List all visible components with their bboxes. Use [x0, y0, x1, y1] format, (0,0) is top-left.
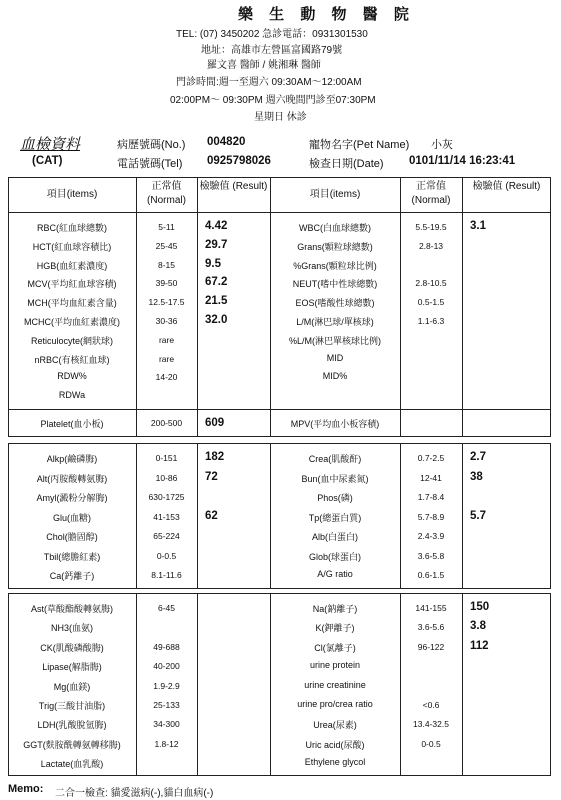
row-item: Tbil(總膽紅素): [43, 551, 101, 562]
row-normal: 13.4-32.5: [413, 719, 449, 730]
row-result: 182: [205, 451, 225, 463]
case-no-label: 病歷號碼(No.): [117, 139, 186, 151]
row-item: Lactate(血乳酸): [40, 759, 104, 770]
tel-value: 0925798026: [207, 155, 271, 167]
species: (CAT): [32, 155, 63, 167]
header-normal-left: 正常值 (Normal): [147, 181, 186, 206]
row-result: 21.5: [205, 295, 228, 308]
clinic-hours-morning: 門診時間:週一至週六 09:30AM～12:00AM: [176, 77, 362, 88]
row-normal: 141-155: [415, 603, 447, 613]
row-normal: 0-0.5: [421, 738, 441, 749]
exam-date: 0101/11/14 16:23:41: [409, 155, 516, 167]
row-normal: 25-45: [155, 240, 178, 251]
row-item: CK(肌酸磷酸脢): [40, 642, 104, 653]
row-normal: 0.6-1.5: [417, 570, 445, 580]
row-item: GGT(麩胺酰轉氨轉移脢): [23, 739, 121, 750]
row-item: HCT(紅血球容積比): [32, 241, 112, 252]
row-item: %L/M(淋巴單核球比例): [289, 335, 381, 346]
row-normal: 6-45: [157, 603, 175, 613]
row-normal: 1.9-2.9: [153, 680, 180, 691]
row-item: Uric acid(尿酸): [305, 739, 365, 750]
row-item: MCV(平均紅血球容積): [27, 279, 117, 290]
row-item: Glu(血糖): [53, 512, 91, 523]
row-item: Lipase(解脂脢): [42, 662, 102, 673]
row-item: Crea(肌酸酐): [308, 454, 362, 464]
row-item: Chol(膽固醇): [46, 532, 98, 542]
row-result: 62: [205, 509, 218, 522]
row-item: MID: [326, 352, 344, 363]
row-item: Tp(總蛋白質): [308, 512, 362, 523]
row-normal: 40-200: [153, 661, 180, 672]
row-normal: 12.5-17.5: [148, 297, 185, 308]
row-item: RBC(紅血球總數): [37, 223, 107, 233]
row-item: Ca(鈣離子): [49, 571, 95, 581]
platelet-normal: 200-500: [150, 418, 183, 428]
row-result: 72: [205, 470, 218, 483]
row-item: nRBC(有核紅血球): [34, 354, 110, 365]
header-result-right: 檢驗值 (Result): [472, 181, 541, 192]
row-normal: 10-86: [155, 472, 178, 483]
platelet-item: Platelet(血小板): [40, 419, 104, 429]
row-item: %Grans(顆粒球比例): [293, 260, 377, 271]
row-item: Phos(磷): [317, 493, 353, 503]
row-item: Alb(白蛋白): [311, 532, 358, 542]
header-normal-right: 正常值 (Normal): [411, 181, 451, 206]
row-item: NH3(血氨): [51, 623, 93, 634]
date-label: 檢查日期(Date): [309, 158, 384, 170]
row-normal: 41-153: [153, 511, 180, 522]
row-result: 9.5: [205, 257, 221, 270]
row-item: Glob(球蛋白): [308, 551, 361, 562]
case-no: 004820: [207, 136, 246, 148]
row-normal: 1.1-6.3: [417, 316, 445, 326]
platelet-result: 609: [205, 417, 225, 429]
clinic-closed-day: 星期日 休診: [254, 112, 307, 123]
memo-label: Memo:: [8, 783, 44, 795]
row-normal: 14-20: [155, 372, 178, 383]
row-normal: 0-0.5: [156, 550, 177, 561]
row-item: MID%: [322, 371, 348, 382]
mpv-item: MPV(平均血小板容積): [290, 419, 380, 429]
row-normal: 12-41: [420, 472, 442, 483]
row-result: 4.42: [205, 220, 228, 232]
row-result: 5.7: [470, 509, 486, 522]
row-item: Na(鈉離子): [312, 604, 358, 614]
row-item: WBC(白血球總數): [299, 223, 371, 233]
row-normal: rare: [158, 353, 175, 364]
row-result: 32.0: [205, 314, 228, 326]
row-item: RDW%: [57, 371, 87, 382]
row-result: 38: [470, 470, 483, 483]
clinic-name: 樂 生 動 物 醫 院: [238, 6, 415, 23]
row-item: Alkp(鹼磷脢): [46, 454, 98, 464]
row-item: Reticulocyte(網狀球): [30, 335, 113, 346]
row-item: Amyl(澱粉分解脢): [36, 493, 108, 503]
row-normal: 8-15: [157, 259, 175, 270]
row-item: MCH(平均血紅素含量): [27, 298, 117, 309]
row-result: 67.2: [205, 276, 228, 289]
row-result: 29.7: [205, 238, 228, 251]
row-item: Bun(血中尿素氮): [301, 473, 369, 484]
row-normal: 2.8-10.5: [415, 278, 447, 289]
row-result: 2.7: [470, 451, 486, 463]
row-item: K(鉀離子): [315, 623, 355, 634]
row-normal: 65-224: [153, 531, 180, 541]
tel-label: 電話號碼(Tel): [117, 158, 183, 170]
row-normal: 1.7-8.4: [417, 492, 445, 502]
row-result: 3.1: [470, 220, 486, 232]
row-item: Ast(草酸酯酸轉氨脢): [31, 604, 113, 614]
row-normal: <0.6: [422, 700, 440, 710]
header-result-left: 檢驗值 (Result): [199, 181, 268, 192]
row-normal: 25-133: [153, 700, 180, 710]
row-item: Trig(三酸甘油脂): [38, 701, 106, 711]
row-normal: 39-50: [155, 278, 178, 289]
row-normal: 3.6-5.6: [417, 622, 445, 633]
row-item: LDH(乳酸脫氫脢): [37, 720, 107, 731]
row-item: Cl(氯離子): [314, 642, 356, 653]
row-item: NEUT(嗜中性球總數): [292, 279, 378, 290]
header-item-right: 項目(items): [309, 189, 361, 200]
record-title: 血檢資料: [20, 136, 81, 153]
pet-name-label: 寵物名字(Pet Name): [309, 139, 410, 151]
row-normal: 0-151: [155, 453, 178, 463]
row-normal: 34-300: [153, 719, 180, 730]
row-result: 112: [470, 639, 489, 652]
row-item: urine pro/crea ratio: [297, 699, 373, 709]
row-normal: 2.8-13: [418, 240, 444, 251]
clinic-address: 地址：高雄市左營區富國路79號: [201, 45, 343, 56]
row-item: urine creatinine: [304, 679, 366, 690]
header-item-left: 項目(items): [46, 189, 98, 200]
row-item: Mg(血鎂): [53, 681, 91, 692]
row-normal: 2.4-3.9: [417, 531, 445, 541]
row-normal: 96-122: [417, 641, 445, 652]
pet-name: 小灰: [431, 139, 453, 151]
row-item: L/M(淋巴球/單核球): [296, 317, 374, 327]
row-item: A/G ratio: [317, 569, 353, 579]
row-item: Grans(顆粒球總數): [297, 241, 373, 252]
row-item: Alt(丙胺酸轉氨脢): [36, 473, 108, 484]
row-normal: 3.6-5.8: [417, 550, 445, 561]
clinic-doctors: 羅文喜 醫師 / 姚湘琳 醫師: [207, 60, 321, 71]
row-normal: 5.5-19.5: [415, 222, 447, 232]
row-normal: 8.1-11.6: [151, 570, 182, 580]
row-item: HGB(血紅素濃度): [36, 260, 108, 271]
row-normal: 49-688: [153, 641, 180, 652]
row-normal: 0.5-1.5: [417, 297, 445, 308]
row-item: MCHC(平均血紅素濃度): [24, 317, 120, 327]
row-normal: 0.7-2.5: [417, 453, 445, 463]
row-normal: 5-11: [158, 222, 175, 232]
row-item: urine protein: [309, 660, 361, 671]
row-item: EOS(嗜酸性球總數): [295, 298, 375, 309]
row-normal: rare: [158, 334, 175, 345]
clinic-phone: TEL: (07) 3450202 急診電話：0931301530: [176, 29, 368, 40]
row-normal: 1.8-12: [154, 738, 179, 749]
row-item: Urea(尿素): [313, 720, 357, 731]
row-item: Ethylene glycol: [304, 757, 366, 768]
row-normal: 5.7-8.9: [417, 511, 445, 522]
row-result: 3.8: [470, 620, 486, 633]
row-item: RDWa: [58, 390, 86, 401]
row-normal: 30-36: [155, 316, 178, 326]
clinic-hours-evening: 02:00PM～ 09:30PM 週六晚間門診至07:30PM: [170, 95, 376, 106]
row-normal: 630-1725: [148, 492, 185, 502]
row-result: 150: [470, 601, 490, 613]
memo-text: 二合一檢查: 貓愛滋病(-),貓白血病(-): [55, 788, 214, 799]
